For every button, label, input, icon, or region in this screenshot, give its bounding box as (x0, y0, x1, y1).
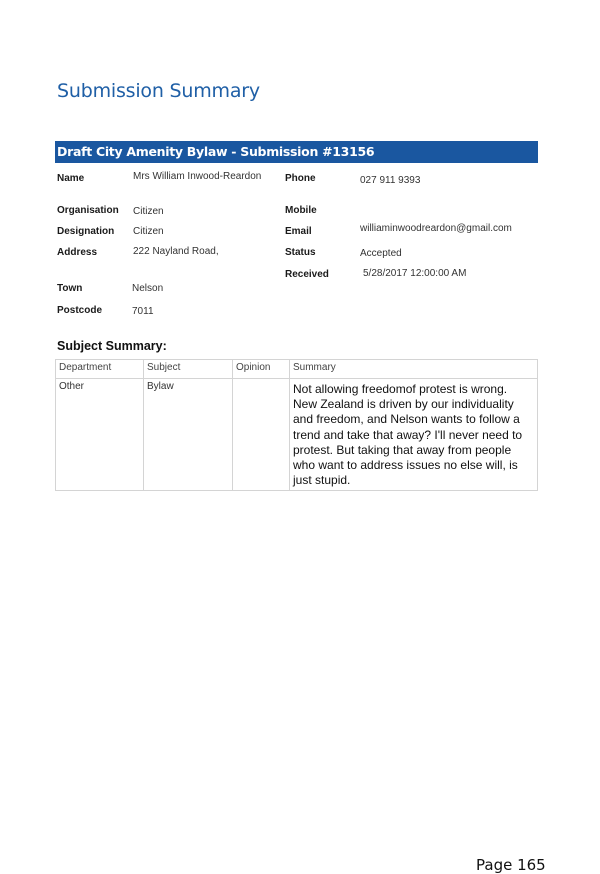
designation-value: Citizen (133, 226, 164, 237)
page-number: Page 165 (476, 856, 546, 874)
received-value: 5/28/2017 12:00:00 AM (363, 268, 467, 279)
summary-cell: Not allowing freedomof protest is wrong. New Zealand is driven by our individuality and freedom, and Nelson wants to follow a trend and take that away? I'll never need to protest. But taking that away from people who want to address issues no else will, is just stupid. (290, 379, 538, 491)
postcode-label: Postcode (57, 305, 103, 316)
subject-summary-heading: Subject Summary: (57, 339, 167, 353)
organisation-label: Organisation (57, 205, 119, 216)
table-header-row (56, 360, 538, 379)
column-header-department: Department (56, 360, 144, 379)
department-cell: Other (56, 379, 144, 491)
postcode-value: 7011 (132, 306, 154, 317)
phone-label: Phone (285, 173, 316, 184)
organisation-value: Citizen (133, 206, 164, 217)
column-header-subject: Subject (144, 360, 233, 379)
subject-summary-table (55, 359, 538, 491)
name-label: Name (57, 173, 85, 184)
town-value: Nelson (132, 283, 164, 294)
received-label: Received (285, 269, 329, 280)
opinion-cell (233, 379, 290, 491)
phone-value: 027 911 9393 (360, 175, 421, 186)
column-header-summary: Summary (290, 360, 538, 379)
subject-cell: Bylaw (144, 379, 233, 491)
submission-banner: Draft City Amenity Bylaw - Submission #13156 (55, 141, 538, 163)
table-row (56, 379, 538, 491)
status-label: Status (285, 247, 316, 258)
address-label: Address (57, 247, 98, 258)
town-label: Town (57, 283, 83, 294)
column-header-opinion: Opinion (233, 360, 290, 379)
mobile-label: Mobile (285, 205, 317, 216)
designation-label: Designation (57, 226, 115, 237)
email-label: Email (285, 226, 312, 237)
name-value: Mrs William Inwood-Reardon (133, 171, 262, 182)
page-title: Submission Summary (57, 80, 260, 102)
address-value: 222 Nayland Road, (133, 246, 219, 257)
email-value: williaminwoodreardon@gmail.com (360, 223, 512, 234)
status-value: Accepted (360, 248, 402, 259)
